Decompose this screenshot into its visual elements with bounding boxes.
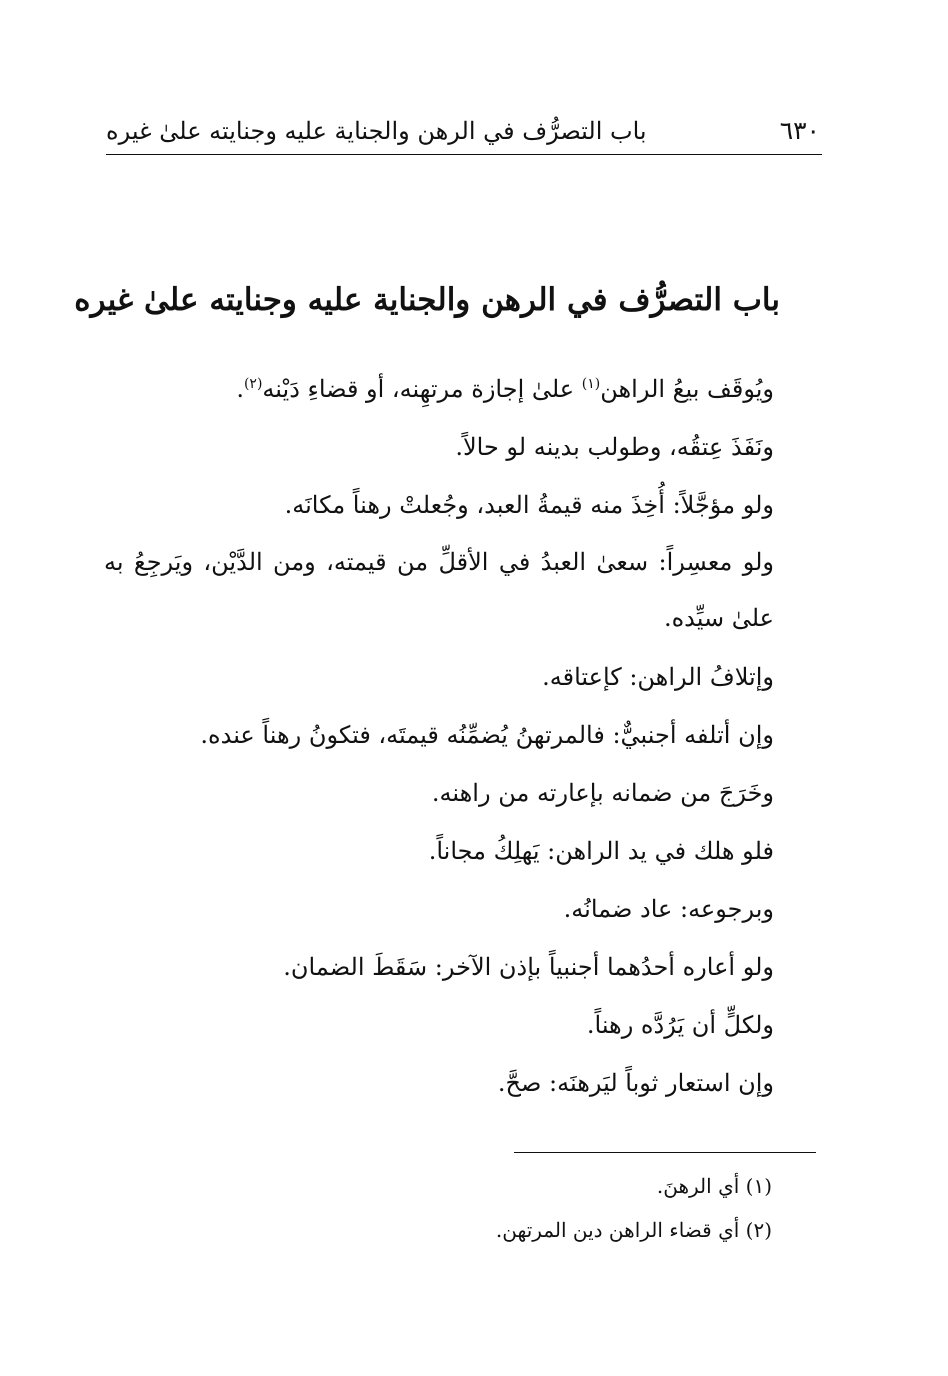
paragraph: وبرجوعه: عاد ضمانُه. (563, 895, 774, 923)
paragraph-text: ويُوقَف بيعُ الراهن (600, 375, 774, 403)
paragraph: ولو مؤجَّلاً: أُخِذَ منه قيمةُ العبد، وجُعلتْ رهناً مكانَه. (284, 491, 774, 519)
paragraph: وإتلافُ الراهن: كإعتاقه. (542, 663, 774, 691)
paragraph: وإن استعار ثوباً ليَرهنَه: صحَّ. (497, 1069, 774, 1097)
paragraph-text: علىٰ إجازة مرتهِنه، أو قضاءِ دَيْنه (262, 375, 582, 403)
paragraph: فلو هلك في يد الراهن: يَهلِكُ مجاناً. (428, 837, 774, 865)
paragraph-text: . (236, 375, 244, 403)
paragraph: ولكلٍّ أن يَرُدَّه رهناً. (586, 1011, 774, 1039)
paragraph: وإن أتلفه أجنبيٌّ: فالمرتهنُ يُضمِّنُه قيمتَه، فتكونُ رهناً عنده. (200, 721, 774, 749)
footnote: (١) أي الرهنَ. (656, 1174, 772, 1198)
footnote-divider (514, 1152, 816, 1153)
paragraph: ونَفَذَ عِتقُه، وطولب بدينه لو حالاً. (455, 433, 774, 461)
paragraph: ولو أعاره أحدُهما أجنبياً بإذن الآخر: سَقَطَ الضمان. (283, 953, 774, 981)
footnote-ref: (١) (581, 376, 601, 392)
chapter-title: باب التصرُّف في الرهن والجناية عليه وجنايته علىٰ غيره (74, 282, 780, 318)
footnotes (300, 1164, 772, 1252)
paragraph (104, 360, 818, 418)
page-number: ٦٣٠ (779, 116, 820, 145)
running-header-title: باب التصرُّف في الرهن والجناية عليه وجنايته علىٰ غيره (106, 117, 647, 145)
running-header (106, 108, 822, 155)
footnote-ref: (٢) (243, 376, 263, 392)
footnote: (٢) أي قضاء الراهن دين المرتهن. (495, 1218, 772, 1242)
paragraph: ولو معسِراً: سعىٰ العبدُ في الأقلِّ من قيمته، ومن الدَّيْن، ويَرجِعُ به علىٰ سيِّده. (104, 548, 774, 632)
paragraph: وخَرَجَ من ضمانه بإعارته من راهنه. (431, 779, 774, 807)
main-text (104, 360, 818, 1112)
